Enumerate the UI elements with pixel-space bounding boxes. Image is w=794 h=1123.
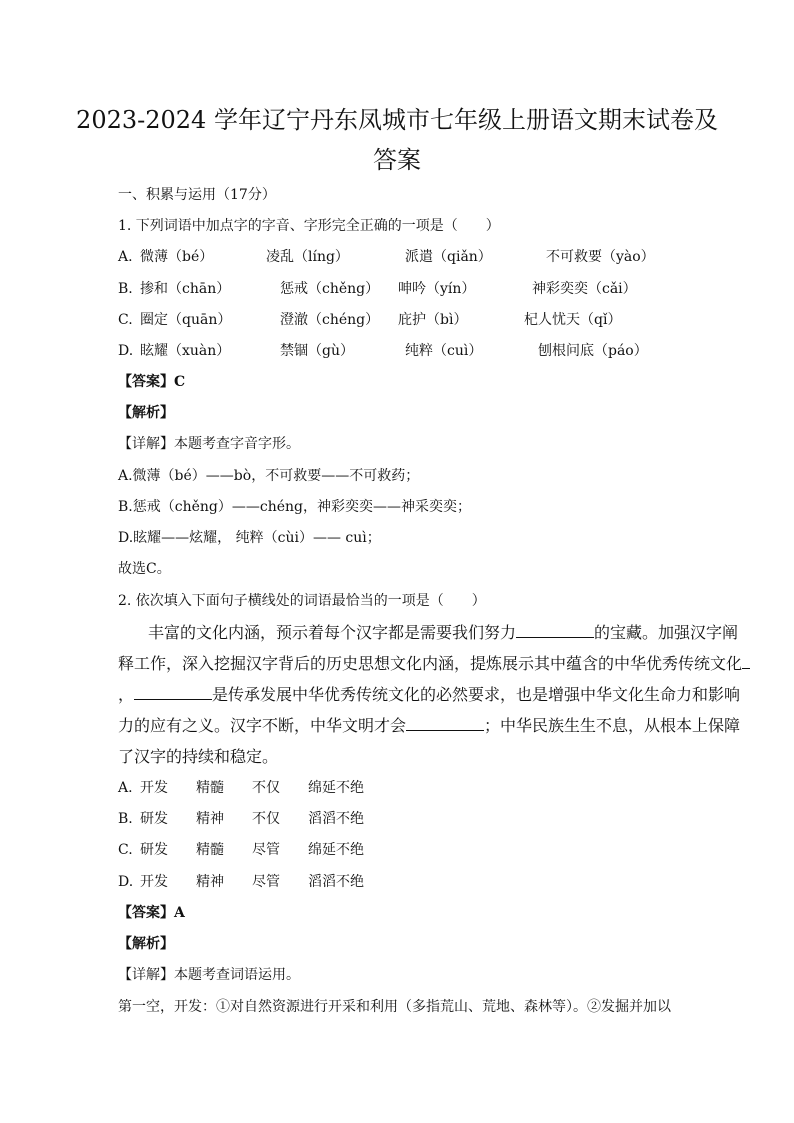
q2-option-item: 精神 [196, 811, 224, 827]
q2-passage-text: ；中华民族生生不息，从根本上保障 [484, 716, 741, 735]
q2-option-item: 研发 [140, 811, 168, 827]
q2-stem: 2. 依次填入下面句子横线处的词语最恰当的一项是（ ） [118, 593, 486, 609]
q2-passage-text: 丰富的文化内涵，预示着每个汉字都是需要我们努力 [148, 623, 517, 642]
q2-passage-text: 释工作，深入挖掘汉字背后的历史思想文化内涵，提炼展示其中蕴含的中华优秀传统文化 [118, 654, 743, 673]
q1-option-item: 派遣（qiǎn） [405, 249, 492, 265]
q1-explain-line: B.惩戒（chěng）——chéng，神彩奕奕——神采奕奕； [118, 499, 471, 515]
q1-option-letter: D. [118, 343, 134, 359]
q1-explain-line: D.眩耀——炫耀， 纯粹（cùi）—— cuì； [118, 530, 381, 546]
q2-option-item: 精髓 [196, 780, 224, 796]
q1-option-letter: A. [118, 249, 133, 265]
q1-option-item: 眩耀（xuàn） [140, 343, 231, 359]
q1-option-letter: B. [118, 281, 133, 297]
q1-explain-line: 故选C。 [118, 561, 171, 577]
q1-option-item: 微薄（bé） [140, 249, 214, 265]
fill-blank-2 [742, 654, 750, 669]
q1-option-item: 庇护（bì） [398, 312, 468, 328]
q2-option-item: 开发 [140, 874, 168, 890]
q1-option-item: 不可救要（yào） [546, 249, 655, 265]
q2-option-item: 绵延不绝 [308, 780, 364, 796]
fill-blank-1 [516, 623, 594, 638]
q1-option-item: 呻吟（yín） [398, 281, 476, 297]
q1-option-item: 圈定（quān） [140, 312, 232, 328]
q2-option-item: 不仅 [252, 811, 280, 827]
q2-passage-text: 了汉字的持续和稳定。 [118, 747, 279, 766]
q1-option-letter: C. [118, 312, 133, 328]
q2-passage-text: 是传承发展中华优秀传统文化的必然要求，也是增强中华文化生命力和影响 [212, 685, 741, 704]
q2-option-item: 滔滔不绝 [308, 874, 364, 890]
q1-option-item: 惩戒（chěng） [280, 281, 380, 297]
q2-option-item: 精髓 [196, 842, 224, 858]
q1-explain-line: A.微薄（bé）——bò，不可救要——不可救药； [118, 468, 420, 484]
q1-option-item: 杞人忧天（qǐ） [524, 312, 622, 328]
q1-option-item: 掺和（chān） [140, 281, 231, 297]
q2-option-letter: B. [118, 811, 133, 827]
q2-option-item: 尽管 [252, 874, 280, 890]
q1-analysis-label: 【解析】 [118, 405, 174, 421]
fill-blank-3 [134, 685, 212, 700]
q2-option-letter: A. [118, 780, 133, 796]
q2-option-letter: C. [118, 842, 133, 858]
q2-option-item: 不仅 [252, 780, 280, 796]
q1-option-item: 神彩奕奕（cǎi） [532, 281, 637, 297]
q2-passage-text: 的宝藏。加强汉字阐 [594, 623, 739, 642]
q1-detail: 【详解】本题考查字音字形。 [118, 436, 300, 452]
q2-option-item: 尽管 [252, 842, 280, 858]
q2-option-item: 精神 [196, 874, 224, 890]
document-title-line-1: 2023-2024 学年辽宁丹东凤城市七年级上册语文期末试卷及 [76, 106, 718, 134]
q1-option-item: 刨根问底（páo） [538, 343, 648, 359]
q2-analysis-label: 【解析】 [118, 936, 174, 952]
q2-passage-text: 力的应有之义。汉字不断，中华文明才会 [118, 716, 407, 735]
q1-stem: 1. 下列词语中加点字的字音、字形完全正确的一项是（ ） [118, 218, 500, 234]
q2-option-item: 绵延不绝 [308, 842, 364, 858]
q2-option-item: 开发 [140, 780, 168, 796]
q2-option-letter: D. [118, 874, 134, 890]
q1-option-item: 禁锢（gù） [280, 343, 354, 359]
fill-blank-4 [406, 716, 484, 731]
q2-answer: 【答案】A [118, 905, 185, 921]
q2-detail: 【详解】本题考查词语运用。 [118, 967, 300, 983]
q1-option-item: 凌乱（líng） [266, 249, 349, 265]
q2-explain-line: 第一空，开发：①对自然资源进行开采和利用（多指荒山、荒地、森林等）。②发掘并加以 [118, 999, 671, 1015]
q2-option-item: 研发 [140, 842, 168, 858]
q2-passage-text: ， [118, 685, 135, 704]
q1-answer: 【答案】C [118, 374, 186, 390]
q1-option-item: 纯粹（cuì） [405, 343, 483, 359]
document-title-line-2: 答案 [373, 146, 421, 174]
q1-option-item: 澄澈（chéng） [280, 312, 380, 328]
section-heading: 一、积累与运用（17分） [118, 187, 276, 203]
q2-option-item: 滔滔不绝 [308, 811, 364, 827]
q2-passage [118, 617, 743, 772]
